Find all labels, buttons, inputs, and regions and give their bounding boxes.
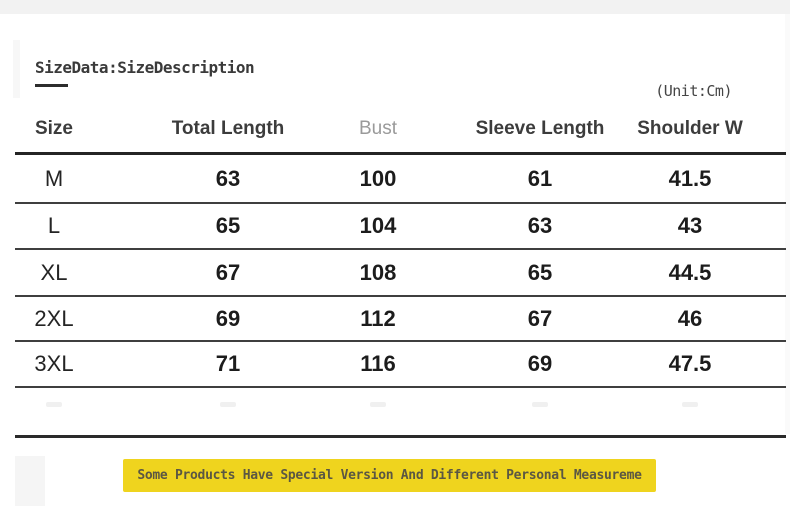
sleeve-length-value: 69 xyxy=(527,351,553,376)
size-value: 2XL xyxy=(34,306,74,331)
faded-mark xyxy=(220,402,236,407)
total-length-value: 63 xyxy=(215,166,241,191)
size-table xyxy=(15,105,786,438)
table-row xyxy=(15,250,786,297)
title-underline xyxy=(35,84,68,87)
total-length-value: 65 xyxy=(215,213,241,238)
sleeve-length-value: 65 xyxy=(527,260,553,285)
size-value: 3XL xyxy=(34,351,74,376)
sleeve-length-value: 67 xyxy=(527,306,553,331)
faded-mark xyxy=(46,402,62,407)
faded-empty-row xyxy=(15,388,786,438)
faded-mark xyxy=(532,402,548,407)
left-edge-artifact xyxy=(13,40,20,98)
page-title: SizeData:SizeDescription xyxy=(35,58,255,77)
top-scan-strip xyxy=(0,0,790,14)
shoulder-width-value: 47.5 xyxy=(668,351,712,376)
shoulder-width-value: 43 xyxy=(677,213,703,238)
bust-value: 104 xyxy=(359,213,397,238)
bust-value: 116 xyxy=(360,351,396,376)
bust-value: 112 xyxy=(360,306,396,331)
size-value: M xyxy=(44,166,64,191)
size-value: XL xyxy=(40,260,68,285)
bust-value: 100 xyxy=(359,166,397,191)
bottom-left-artifact xyxy=(15,456,45,506)
bust-value: 108 xyxy=(359,260,397,285)
sleeve-length-value: 61 xyxy=(527,166,553,191)
total-length-value: 69 xyxy=(215,306,241,331)
table-row xyxy=(15,297,786,342)
unit-label: (Unit:Cm) xyxy=(655,82,732,100)
note-banner: Some Products Have Special Version And Different Personal Measureme xyxy=(123,459,656,492)
faded-mark xyxy=(370,402,386,407)
shoulder-width-value: 44.5 xyxy=(668,260,712,285)
column-header-total-length: Total Length xyxy=(171,118,285,139)
column-header-shoulder-width: Shoulder W xyxy=(637,118,743,139)
column-header-size: Size xyxy=(34,118,74,139)
table-header-row xyxy=(15,105,786,155)
column-header-bust: Bust xyxy=(358,118,398,139)
sleeve-length-value: 63 xyxy=(527,213,553,238)
table-row xyxy=(15,204,786,250)
size-value: L xyxy=(47,213,61,238)
shoulder-width-value: 41.5 xyxy=(668,166,712,191)
faded-mark xyxy=(682,402,698,407)
shoulder-width-value: 46 xyxy=(677,306,703,331)
table-row xyxy=(15,155,786,204)
table-row xyxy=(15,342,786,388)
column-header-sleeve-length: Sleeve Length xyxy=(475,118,605,139)
total-length-value: 67 xyxy=(215,260,241,285)
total-length-value: 71 xyxy=(215,351,241,376)
